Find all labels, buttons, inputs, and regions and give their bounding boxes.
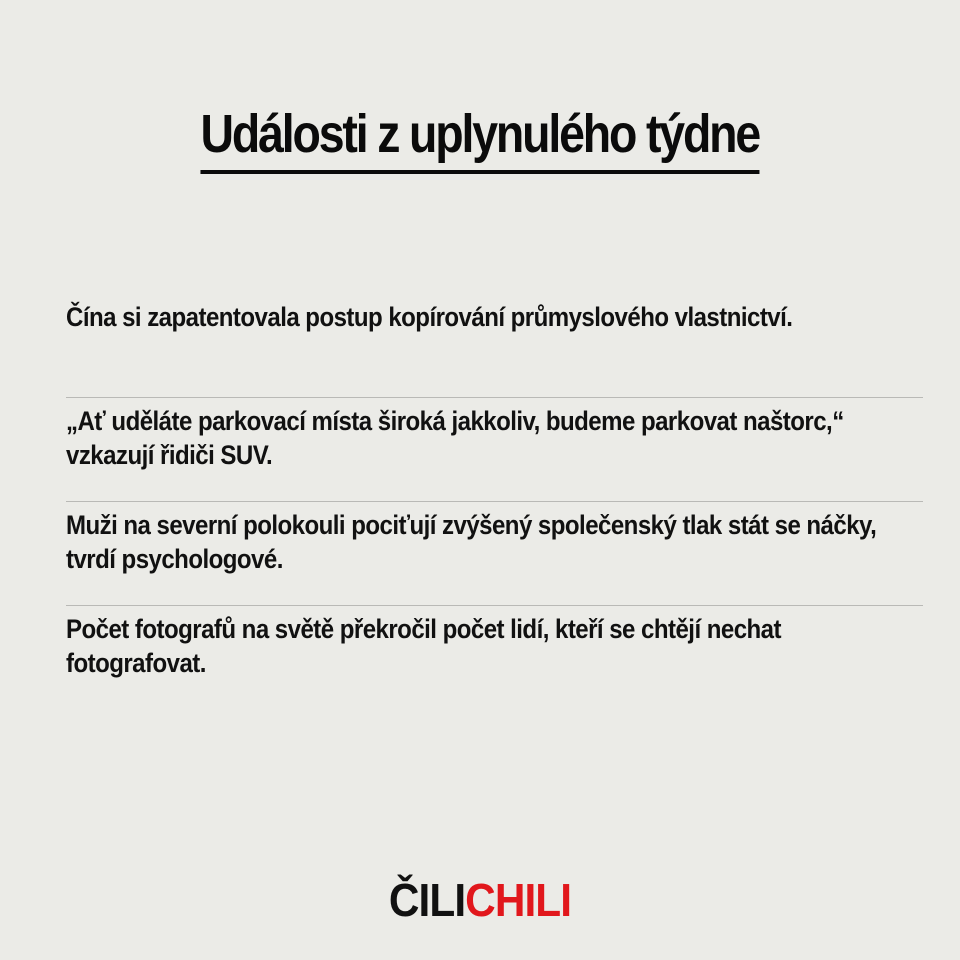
news-item bbox=[66, 606, 923, 710]
brand-logo bbox=[0, 870, 960, 930]
news-item bbox=[66, 502, 923, 606]
news-text: „Ať uděláte parkovací místa široká jakkoliv, budeme parkovat naštorc,“ vzkazují řidiči SUV. bbox=[66, 406, 844, 470]
news-item bbox=[66, 294, 923, 398]
news-item bbox=[66, 398, 923, 502]
news-text: Počet fotografů na světě překročil počet lidí, kteří se chtějí nechat fotografovat. bbox=[66, 614, 781, 678]
news-text: Čína si zapatentovala postup kopírování průmyslového vlastnictví. bbox=[66, 302, 793, 332]
page-title: Události z uplynulého týdne bbox=[201, 98, 760, 174]
news-list bbox=[66, 294, 923, 710]
news-text: Muži na severní polokouli pociťují zvýšený společenský tlak stát se náčky, tvrdí psychologové. bbox=[66, 510, 877, 574]
brand-logo-part-red: CHILI bbox=[465, 874, 572, 926]
title-wrapper bbox=[0, 98, 960, 174]
brand-logo-wordmark bbox=[389, 870, 571, 930]
brand-logo-part-black: ČILI bbox=[388, 874, 466, 926]
